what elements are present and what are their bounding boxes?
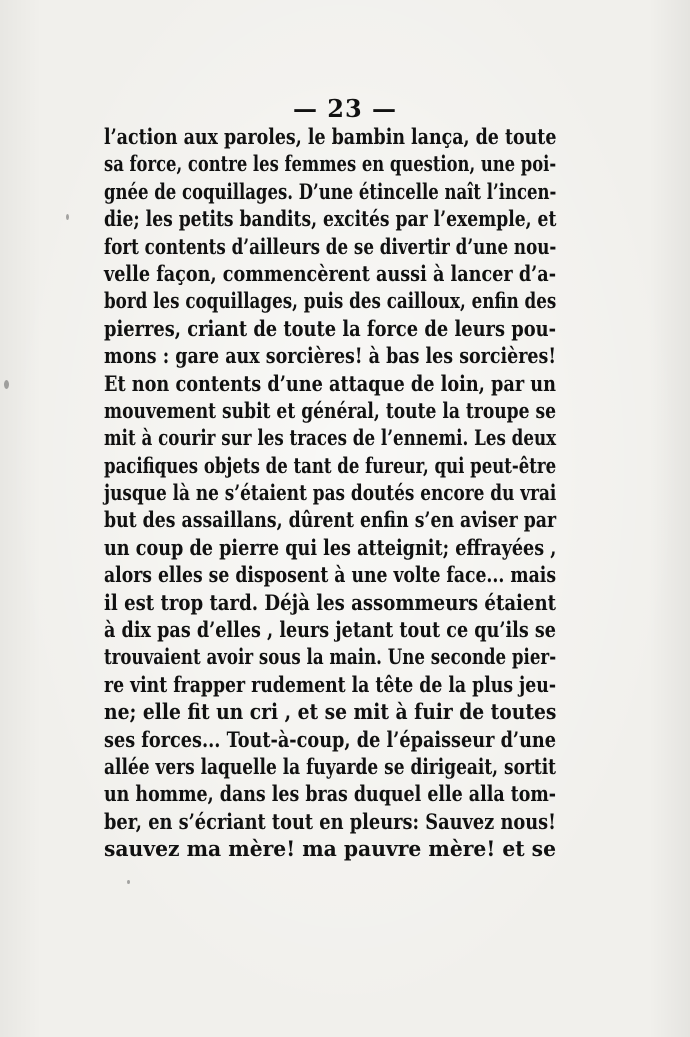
- text-line: à dix pas d’elles , leurs jetant tout ce qu’ils se: [104, 617, 556, 643]
- text-line: pacifiques objets de tant de fureur, qui peut-être: [104, 452, 557, 478]
- text-line: allée vers laquelle la fuyarde se dirigeait, sortit: [104, 753, 557, 779]
- text-line: l’action aux paroles, le bambin lança, de toute: [104, 124, 557, 149]
- text-line: pierres, criant de toute la force de leurs pou-: [104, 315, 556, 341]
- text-line: sa force, contre les femmes en question, une poi-: [104, 151, 557, 177]
- text-line: velle façon, commencèrent aussi à lancer d’a-: [104, 260, 557, 286]
- paper-speck: [4, 380, 9, 389]
- page-number: — 23 —: [292, 94, 398, 123]
- text-line: un homme, dans les bras duquel elle alla tom-: [104, 781, 557, 807]
- text-line: il est trop tard. Déjà les assommeurs étaient: [104, 589, 557, 615]
- text-line: jusque là ne s’étaient pas doutés encore du vrai: [104, 480, 557, 506]
- text-line: trouvaient avoir sous la main. Une seconde pier-: [104, 644, 557, 670]
- text-line: re vint frapper rudement la tête de la plus jeu-: [104, 671, 556, 697]
- text-line: but des assaillans, dûrent enfin s’en aviser par: [104, 507, 557, 533]
- text-line: sauvez ma mère! ma pauvre mère! et se: [104, 836, 556, 862]
- text-line: gnée de coquillages. D’une étincelle naît l’incen-: [104, 178, 557, 204]
- text-line: ne; elle fit un cri , et se mit à fuir de toutes: [104, 699, 557, 725]
- text-line: ses forces... Tout-à-coup, de l’épaisseur d’une: [104, 726, 557, 752]
- text-line: alors elles se disposent à une volte face... mais: [104, 562, 557, 588]
- text-line: mons : gare aux sorcières! à bas les sorcières!: [104, 343, 557, 369]
- paper-speck: [127, 880, 130, 884]
- text-line: mit à courir sur les traces de l’ennemi. Les deux: [104, 425, 557, 451]
- text-line: die; les petits bandits, excités par l’exemple, et: [104, 206, 557, 232]
- text-line: fort contents d’ailleurs de se divertir d’une nou-: [104, 233, 557, 259]
- text-line: bord les coquillages, puis des cailloux, enfin des: [104, 288, 557, 314]
- paper-speck: [66, 214, 69, 220]
- text-line: Et non contents d’une attaque de loin, par un: [104, 370, 556, 396]
- text-line: mouvement subit et général, toute la troupe se: [104, 397, 556, 423]
- body-text: [104, 123, 556, 863]
- text-line: ber, en s’écriant tout en pleurs: Sauvez nous!: [104, 808, 556, 834]
- text-line: un coup de pierre qui les atteignit; effrayées ,: [104, 534, 557, 560]
